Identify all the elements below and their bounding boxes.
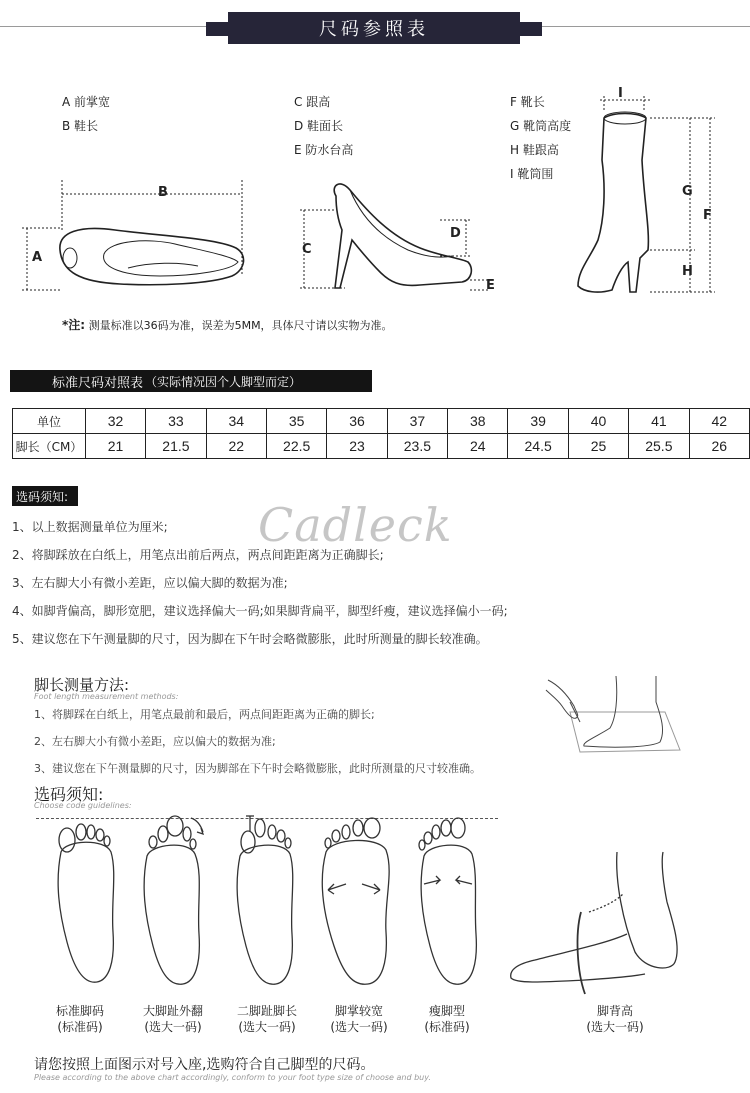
- tips-title: 选码须知:: [12, 486, 78, 506]
- foot-length-cell: 21: [85, 434, 145, 459]
- note-text: 测量标准以36码为准，误差为5MM，具体尺寸请以实物为准。: [88, 319, 393, 332]
- boot-icon: [578, 112, 648, 292]
- long-second-toe-foot-icon: [237, 816, 293, 984]
- foot-length-cell: 21.5: [146, 434, 206, 459]
- foot-measuring-icon: [540, 672, 690, 762]
- dim-label-d: D: [450, 226, 461, 241]
- legend-item: E 防水台高: [294, 143, 354, 157]
- foot-length-cell: 26: [689, 434, 749, 459]
- list-item: 3、建议您在下午测量脚的尺寸，因为脚部在下午时会略微膨胀，此时所测量的尺寸较准确。: [34, 762, 481, 775]
- list-item: 2、将脚踩放在白纸上，用笔点出前后两点，两点间距距离为正确脚长;: [12, 548, 384, 562]
- foot-caption: 瘦脚型 (标准码): [424, 1004, 470, 1034]
- legend-item: B 鞋长: [62, 119, 99, 133]
- dim-label-a: A: [32, 250, 43, 265]
- foot-caption: 二脚趾脚长 (选大一码): [236, 1004, 297, 1034]
- dim-label-g: G: [682, 184, 693, 199]
- row-label: 单位: [13, 409, 86, 434]
- header-line-right: [542, 26, 750, 27]
- flat-shoe-icon: [60, 228, 244, 284]
- shoe-diagrams: [0, 80, 750, 305]
- size-table: [12, 408, 750, 459]
- legend-item: D 鞋面长: [294, 119, 344, 133]
- legend-item: I 靴筒围: [510, 167, 554, 181]
- foot-length-cell: 25.5: [629, 434, 689, 459]
- measure-title: 脚长测量方法:: [34, 676, 130, 694]
- dim-label-i: I: [618, 86, 623, 101]
- list-item: 3、左右脚大小有微小差距，应以偏大脚的数据为准;: [12, 576, 288, 590]
- legend-item: G 靴筒高度: [510, 119, 572, 133]
- choose-subtitle: Choose code guidelines:: [34, 801, 132, 810]
- list-item: 1、将脚踩在白纸上，用笔点最前和最后，两点间距距离为正确的脚长;: [34, 708, 375, 721]
- foot-length-cell: 22.5: [266, 434, 326, 459]
- page-title: 尺码参照表: [228, 12, 520, 44]
- size-cell: 32: [85, 409, 145, 434]
- legend-item: C 跟高: [294, 95, 331, 109]
- foot-length-cell: 22: [206, 434, 266, 459]
- choose-title: 选码须知:: [34, 785, 104, 804]
- footer-text: 请您按照上面图示对号入座,选购符合自己脚型的尺码。: [34, 1057, 375, 1073]
- table-row: [13, 434, 750, 459]
- foot-length-cell: 23: [327, 434, 387, 459]
- wide-foot-icon: [322, 818, 389, 984]
- measure-subtitle: Foot length measurement methods:: [34, 692, 179, 701]
- list-item: 4、如脚背偏高，脚形宽肥，建议选择偏大一码;如果脚背扁平，脚型纤瘦，建议选择偏小一码;: [12, 604, 508, 618]
- list-item: 2、左右脚大小有微小差距，应以偏大的数据为准;: [34, 735, 276, 748]
- note-mark: *注:: [62, 318, 86, 332]
- high-instep-foot-icon: [511, 852, 677, 994]
- list-item: 5、建议您在下午测量脚的尺寸，因为脚在下午时会略微膨胀，此时所测量的脚长较准确。: [12, 632, 488, 646]
- foot-length-cell: 23.5: [387, 434, 447, 459]
- dim-label-h: H: [682, 264, 693, 279]
- legend-item: A 前掌宽: [62, 95, 111, 109]
- watermark-logo: Cadleck: [258, 498, 453, 552]
- list-item: 1、以上数据测量单位为厘米;: [12, 520, 168, 534]
- header-line-left: [0, 26, 206, 27]
- legend-item: H 鞋跟高: [510, 143, 559, 157]
- foot-length-cell: 24.5: [508, 434, 568, 459]
- row-label: 脚长（CM）: [13, 434, 86, 459]
- thin-foot-icon: [419, 818, 476, 984]
- size-table-title: 标准尺码对照表 （实际情况因个人脚型而定）: [10, 370, 372, 392]
- size-cell: 42: [689, 409, 749, 434]
- size-cell: 36: [327, 409, 387, 434]
- table-row: [13, 409, 750, 434]
- tips-list: [12, 518, 508, 658]
- size-cell: 38: [448, 409, 508, 434]
- footer-subtext: Please according to the above chart accordingly, conform to your foot type size of choose and buy.: [34, 1073, 431, 1082]
- dim-label-e: E: [486, 278, 495, 293]
- feet-illustrations: [0, 812, 750, 1002]
- foot-length-cell: 24: [448, 434, 508, 459]
- size-cell: 41: [629, 409, 689, 434]
- size-cell: 40: [568, 409, 628, 434]
- size-cell: 37: [387, 409, 447, 434]
- size-cell: 35: [266, 409, 326, 434]
- dim-label-b: B: [158, 185, 168, 200]
- size-cell: 34: [206, 409, 266, 434]
- bunion-foot-icon: [144, 816, 203, 984]
- foot-caption: 标准脚码 (标准码): [55, 1004, 104, 1034]
- size-cell: 33: [146, 409, 206, 434]
- size-cell: 39: [508, 409, 568, 434]
- measurement-note: [62, 316, 393, 333]
- standard-foot-icon: [58, 824, 114, 982]
- legend-item: F 靴长: [510, 95, 545, 109]
- foot-caption: 大脚趾外翻 (选大一码): [142, 1004, 203, 1034]
- dim-label-f: F: [703, 208, 712, 223]
- foot-caption: 脚背高 (选大一码): [586, 1004, 644, 1034]
- measure-list: [34, 706, 481, 787]
- foot-length-cell: 25: [568, 434, 628, 459]
- foot-caption: 脚掌较宽 (选大一码): [330, 1004, 388, 1034]
- dim-label-c: C: [302, 242, 312, 257]
